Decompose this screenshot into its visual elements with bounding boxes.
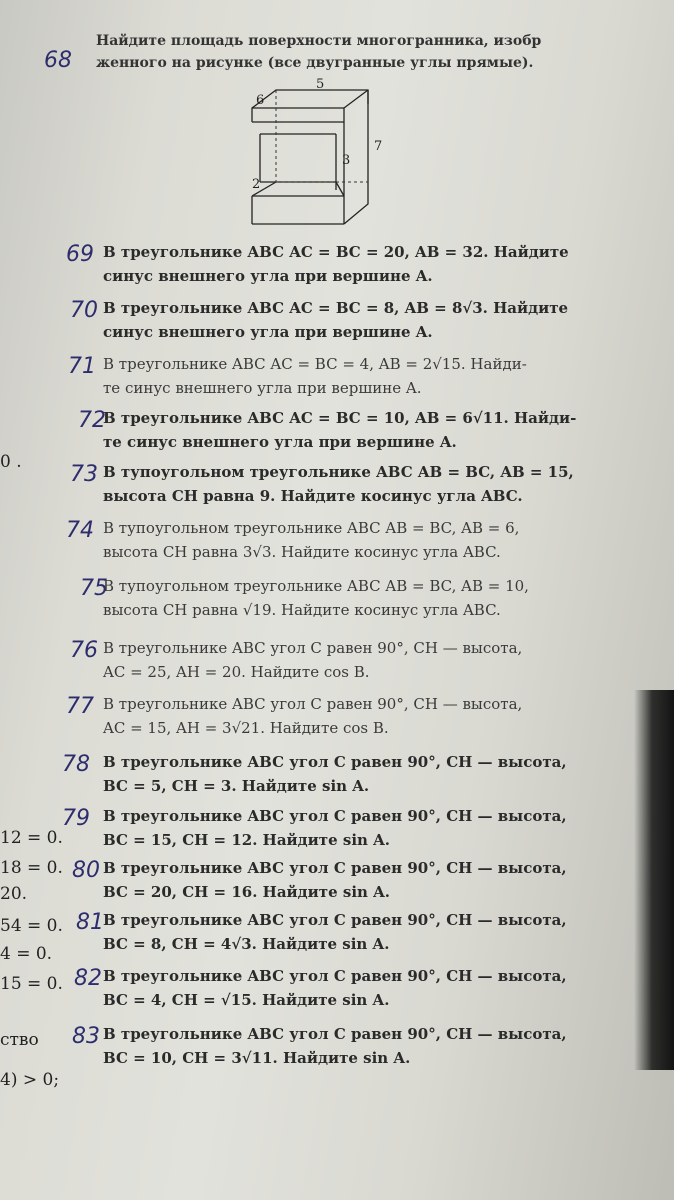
problem-69 (103, 240, 623, 288)
handwritten-number-76: 76 (70, 638, 98, 663)
problem-79 (103, 804, 623, 852)
problem-82 (103, 964, 623, 1012)
handwritten-number-68: 68 (44, 48, 72, 73)
handwritten-number-71: 71 (68, 354, 96, 379)
problem-73-line-2: высота CH равна 9. Найдите косинус угла ABC. (103, 487, 523, 505)
problem-73-line-1: В тупоугольном треугольнике ABC AB = BC, AB = 15, (103, 463, 574, 481)
problem-70-line-1: В треугольнике ABC AC = BC = 8, AB = 8√3. Найдите (103, 299, 569, 317)
problem-69-line-1: В треугольнике ABC AC = BC = 20, AB = 32. Найдите (103, 243, 569, 261)
problem-74 (103, 516, 623, 564)
problem-69-line-2: синус внешнего угла при вершине A. (103, 267, 433, 285)
problem-79-line-2: BC = 15, CH = 12. Найдите sin A. (103, 831, 390, 849)
problem-77-line-1: В треугольнике ABC угол C равен 90°, CH — высота, (103, 695, 523, 713)
problem-81 (103, 908, 623, 956)
problem-71 (103, 352, 623, 400)
problem-78-line-1: В треугольнике ABC угол C равен 90°, CH — высота, (103, 753, 567, 771)
left-fragment-2: 12 = 0. (0, 828, 63, 848)
figure-label-2: 2 (252, 177, 261, 192)
left-fragment-4: 20. (0, 884, 28, 904)
handwritten-number-78: 78 (62, 752, 90, 777)
problem-81-line-1: В треугольнике ABC угол C равен 90°, CH — высота, (103, 911, 567, 929)
left-fragment-7: 15 = 0. (0, 974, 63, 994)
polyhedron-figure (240, 78, 420, 230)
problem-76 (103, 636, 623, 684)
problem-73 (103, 460, 623, 508)
handwritten-number-75: 75 (80, 576, 108, 601)
problem-70-line-2: синус внешнего угла при вершине A. (103, 323, 433, 341)
problem-83-line-1: В треугольнике ABC угол C равен 90°, CH — высота, (103, 1025, 567, 1043)
problem-79-line-1: В треугольнике ABC угол C равен 90°, CH — высота, (103, 807, 567, 825)
problem-71-line-2: те синус внешнего угла при вершине A. (103, 379, 422, 397)
figure-label-6: 6 (256, 93, 265, 108)
problem-71-line-1: В треугольнике ABC AC = BC = 4, AB = 2√15. Найди- (103, 355, 527, 373)
problem-75-line-1: В тупоугольном треугольнике ABC AB = BC, AB = 10, (103, 577, 529, 595)
handwritten-number-79: 79 (62, 806, 90, 831)
problem-74-line-2: высота CH равна 3√3. Найдите косинус угла ABC. (103, 543, 501, 561)
left-fragment-6: 4 = 0. (0, 944, 53, 964)
problem-68-line-2: женного на рисунке (все двугранные углы прямые). (96, 55, 534, 71)
problem-68-line-1: Найдите площадь поверхности многогранника, изобр (96, 33, 542, 49)
left-fragment-3: 18 = 0. (0, 858, 63, 878)
handwritten-number-77: 77 (66, 694, 94, 719)
handwritten-number-73: 73 (70, 462, 98, 487)
problem-70 (103, 296, 623, 344)
problem-74-line-1: В тупоугольном треугольнике ABC AB = BC, AB = 6, (103, 519, 520, 537)
problem-83-line-2: BC = 10, CH = 3√11. Найдите sin A. (103, 1049, 411, 1067)
handwritten-number-82: 82 (74, 966, 102, 991)
left-fragment-5: 54 = 0. (0, 916, 63, 936)
problem-80-line-2: BC = 20, CH = 16. Найдите sin A. (103, 883, 390, 901)
figure-label-5: 5 (316, 78, 325, 92)
page-edge-shadow (634, 690, 674, 1070)
problem-77 (103, 692, 623, 740)
problem-72-line-2: те синус внешнего угла при вершине A. (103, 433, 457, 451)
problem-75 (103, 574, 623, 622)
figure-label-7: 7 (374, 139, 383, 154)
problem-68-text (96, 30, 576, 74)
problem-83 (103, 1022, 623, 1070)
handwritten-number-81: 81 (76, 910, 104, 935)
figure-label-3: 3 (342, 153, 351, 168)
problem-81-line-2: BC = 8, CH = 4√3. Найдите sin A. (103, 935, 390, 953)
problem-82-line-2: BC = 4, CH = √15. Найдите sin A. (103, 991, 390, 1009)
handwritten-number-83: 83 (72, 1024, 100, 1049)
problem-77-line-2: AC = 15, AH = 3√21. Найдите cos B. (103, 719, 389, 737)
left-fragment-9: 4) > 0; (0, 1070, 60, 1090)
problem-80 (103, 856, 623, 904)
problem-72 (103, 406, 623, 454)
problem-80-line-1: В треугольнике ABC угол C равен 90°, CH — высота, (103, 859, 567, 877)
problem-78 (103, 750, 623, 798)
problem-78-line-2: BC = 5, CH = 3. Найдите sin A. (103, 777, 370, 795)
problem-82-line-1: В треугольнике ABC угол C равен 90°, CH — высота, (103, 967, 567, 985)
handwritten-number-69: 69 (66, 242, 94, 267)
problem-76-line-1: В треугольнике ABC угол C равен 90°, CH — высота, (103, 639, 523, 657)
handwritten-number-80: 80 (72, 858, 100, 883)
problem-76-line-2: AC = 25, AH = 20. Найдите cos B. (103, 663, 370, 681)
left-fragment-1: 0 . (0, 452, 22, 472)
problem-72-line-1: В треугольнике ABC AC = BC = 10, AB = 6√11. Найди- (103, 409, 577, 427)
problem-75-line-2: высота CH равна √19. Найдите косинус угла ABC. (103, 601, 501, 619)
handwritten-number-72: 72 (78, 408, 106, 433)
handwritten-number-74: 74 (66, 518, 94, 543)
handwritten-number-70: 70 (70, 298, 98, 323)
left-fragment-8: ство (0, 1030, 39, 1050)
